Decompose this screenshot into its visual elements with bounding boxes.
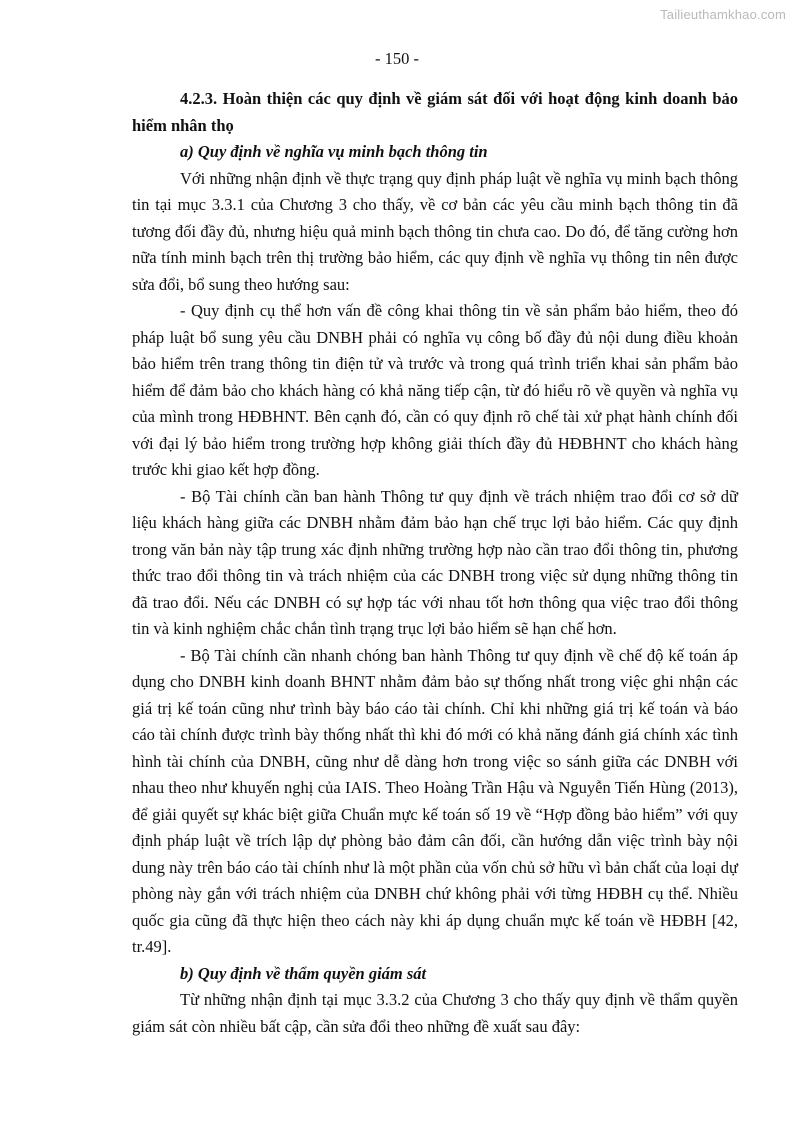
paragraph: Từ những nhận định tại mục 3.3.2 của Chương 3 cho thấy quy định về thẩm quyền giám sát còn nhiều bất cập, cần sửa đổi theo những đề xuất sau đây: [132,990,738,1036]
section-heading: 4.2.3. Hoàn thiện các quy định về giám sát đối với hoạt động kinh doanh bảo hiểm nhân thọ [132,89,738,135]
paragraph: - Quy định cụ thể hơn vấn đề công khai thông tin về sản phẩm bảo hiểm, theo đó pháp luật bổ sung yêu cầu DNBH phải có nghĩa vụ công bố đầy đủ nội dung điều khoản bảo hiểm trên trang thông tin điện tử và trước và trong quá trình triển khai sản phẩm bảo hiểm để đảm bảo cho khách hàng có khả năng tiếp cận, từ đó hiểu rõ về quyền và nghĩa vụ của mình trong HĐBHNT. Bên cạnh đó, cần có quy định rõ chế tài xử phạt hành chính đối với đại lý bảo hiểm trong trường hợp không giải thích đầy đủ HĐBHNT cho khách hàng trước khi giao kết hợp đồng. [132,301,738,479]
page-number: - 150 - [375,49,419,68]
paragraph: - Bộ Tài chính cần nhanh chóng ban hành Thông tư quy định về chế độ kế toán áp dụng cho DNBH kinh doanh BHNT nhằm đảm bảo sự thống nhất trong việc ghi nhận các giá trị kế toán cũng như trình bày báo cáo tài chính. Chỉ khi những giá trị kế toán và báo cáo tài chính được trình bày thống nhất thì khi đó mới có khả năng đánh giá chính xác tình hình tài chính của DNBH, cũng như dễ dàng hơn trong việc so sánh giữa các DNBH với nhau theo như khuyến nghị của IAIS. Theo Hoàng Trần Hậu và Nguyễn Tiến Hùng (2013), để giải quyết sự khác biệt giữa Chuẩn mực kế toán số 19 về “Hợp đồng bảo hiểm” với quy định pháp luật về trích lập dự phòng bảo đảm cân đối, cần hướng dẫn việc trình bày nội dung này trên báo cáo tài chính như là một phần của vốn chủ sở hữu vì bản chất của loại dự phòng này gắn với trách nhiệm của DNBH chứ không phải với từng HĐBH cụ thể. Nhiều quốc gia cũng đã thực hiện theo cách này khi áp dụng chuẩn mực kế toán về HĐBH [42, tr.49]. [132,645,738,956]
paragraph: - Bộ Tài chính cần ban hành Thông tư quy định về trách nhiệm trao đổi cơ sở dữ liệu khách hàng giữa các DNBH nhằm đảm bảo hạn chế trục lợi bảo hiểm. Các quy định trong văn bản này tập trung xác định những trường hợp nào cần trao đổi thông tin, phương thức trao đổi thông tin và trách nhiệm của các DNBH trong việc sử dụng những thông tin đã trao đổi. Nếu các DNBH có sự hợp tác với nhau tốt hơn thông qua việc trao đổi thông tin và kinh nghiệm chắc chắn tình trạng trục lợi bảo hiểm sẽ hạn chế hơn. [132,486,738,638]
page-body [132,86,738,1040]
paragraph: Với những nhận định về thực trạng quy định pháp luật về nghĩa vụ minh bạch thông tin tại mục 3.3.1 của Chương 3 cho thấy, về cơ bản các yêu cầu minh bạch thông tin đã tương đối đầy đủ, nhưng hiệu quả minh bạch thông tin chưa cao. Do đó, để tăng cường hơn nữa tính minh bạch trên thị trường bảo hiểm, các quy định về nghĩa vụ thông tin nên được sửa đổi, bổ sung theo hướng sau: [132,168,738,294]
subsection-heading-a: a) Quy định về nghĩa vụ minh bạch thông tin [180,142,488,161]
watermark: Tailieuthamkhao.com [660,7,786,22]
subsection-heading-b: b) Quy định về thẩm quyền giám sát [180,963,427,983]
